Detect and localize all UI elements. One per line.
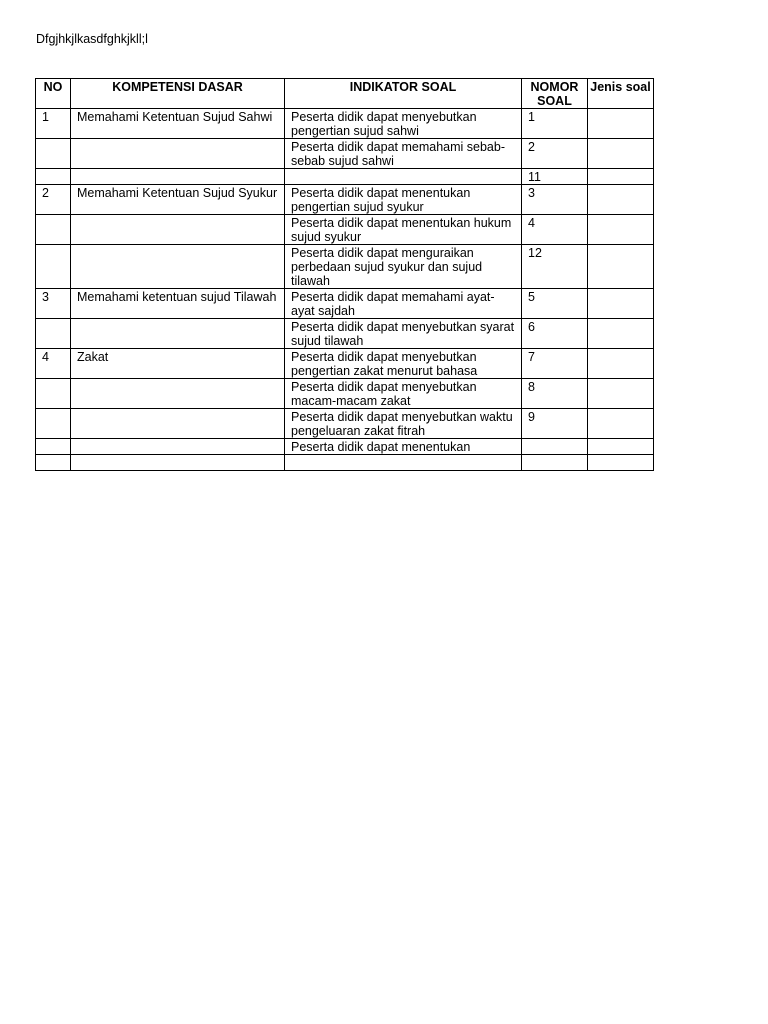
cell-indikator-soal: Peserta didik dapat menyebutkan waktu pengeluaran zakat fitrah [285, 409, 522, 439]
cell-kompetensi-dasar: Zakat [71, 349, 285, 379]
cell-indikator-soal: Peserta didik dapat memahami sebab-sebab sujud sahwi [285, 139, 522, 169]
cell-nomor-soal: 4 [522, 215, 588, 245]
table-row [36, 215, 654, 245]
cell-kompetensi-dasar [71, 139, 285, 169]
cell-nomor-soal: 3 [522, 185, 588, 215]
cell-indikator-soal: Peserta didik dapat menguraikan perbedaan sujud syukur dan sujud tilawah [285, 245, 522, 289]
table-row [36, 169, 654, 185]
table-row [36, 349, 654, 379]
cell-indikator-soal: Peserta didik dapat menyebutkan pengertian sujud sahwi [285, 109, 522, 139]
cell-no [36, 379, 71, 409]
table-row [36, 379, 654, 409]
table-row [36, 455, 654, 471]
header-no: NO [36, 79, 71, 109]
cell-kompetensi-dasar [71, 245, 285, 289]
cell-kompetensi-dasar [71, 169, 285, 185]
cell-indikator-soal: Peserta didik dapat menentukan pengertian sujud syukur [285, 185, 522, 215]
cell-indikator-soal: Peserta didik dapat menentukan hukum sujud syukur [285, 215, 522, 245]
header-indikator-soal: INDIKATOR SOAL [285, 79, 522, 109]
table-row [36, 139, 654, 169]
cell-kompetensi-dasar: Memahami Ketentuan Sujud Syukur [71, 185, 285, 215]
document-heading: Dfgjhkjlkasdfghkjkll;l [36, 32, 148, 46]
table-row [36, 409, 654, 439]
cell-indikator-soal: Peserta didik dapat menyebutkan pengertian zakat menurut bahasa [285, 349, 522, 379]
cell-nomor-soal [522, 455, 588, 471]
cell-no [36, 215, 71, 245]
cell-jenis-soal [588, 379, 654, 409]
table-row [36, 185, 654, 215]
cell-kompetensi-dasar [71, 379, 285, 409]
cell-no [36, 169, 71, 185]
cell-kompetensi-dasar [71, 439, 285, 455]
cell-no: 2 [36, 185, 71, 215]
cell-indikator-soal [285, 169, 522, 185]
cell-jenis-soal [588, 109, 654, 139]
cell-no [36, 439, 71, 455]
cell-kompetensi-dasar: Memahami Ketentuan Sujud Sahwi [71, 109, 285, 139]
header-jenis-soal: Jenis soal [588, 79, 654, 109]
cell-nomor-soal: 9 [522, 409, 588, 439]
cell-jenis-soal [588, 409, 654, 439]
cell-no [36, 409, 71, 439]
header-nomor-soal: NOMOR SOAL [522, 79, 588, 109]
cell-indikator-soal: Peserta didik dapat menyebutkan macam-macam zakat [285, 379, 522, 409]
cell-nomor-soal: 1 [522, 109, 588, 139]
cell-indikator-soal: Peserta didik dapat memahami ayat-ayat sajdah [285, 289, 522, 319]
table-row [36, 289, 654, 319]
cell-no [36, 245, 71, 289]
cell-jenis-soal [588, 245, 654, 289]
cell-no [36, 455, 71, 471]
cell-indikator-soal: Peserta didik dapat menyebutkan syarat sujud tilawah [285, 319, 522, 349]
cell-no: 3 [36, 289, 71, 319]
cell-jenis-soal [588, 215, 654, 245]
cell-no [36, 139, 71, 169]
cell-nomor-soal: 2 [522, 139, 588, 169]
table-row [36, 245, 654, 289]
cell-jenis-soal [588, 349, 654, 379]
cell-nomor-soal: 8 [522, 379, 588, 409]
cell-kompetensi-dasar [71, 215, 285, 245]
cell-kompetensi-dasar: Memahami ketentuan sujud Tilawah [71, 289, 285, 319]
cell-nomor-soal: 12 [522, 245, 588, 289]
cell-nomor-soal [522, 439, 588, 455]
cell-nomor-soal: 11 [522, 169, 588, 185]
cell-no: 4 [36, 349, 71, 379]
cell-jenis-soal [588, 455, 654, 471]
table-row [36, 109, 654, 139]
cell-kompetensi-dasar [71, 455, 285, 471]
cell-jenis-soal [588, 319, 654, 349]
cell-indikator-soal: Peserta didik dapat menentukan [285, 439, 522, 455]
cell-jenis-soal [588, 439, 654, 455]
cell-nomor-soal: 6 [522, 319, 588, 349]
cell-nomor-soal: 7 [522, 349, 588, 379]
cell-jenis-soal [588, 185, 654, 215]
table-row [36, 319, 654, 349]
cell-kompetensi-dasar [71, 409, 285, 439]
cell-jenis-soal [588, 289, 654, 319]
kisi-kisi-table [35, 78, 654, 471]
cell-nomor-soal: 5 [522, 289, 588, 319]
table-row [36, 439, 654, 455]
table-header-row [36, 79, 654, 109]
cell-no: 1 [36, 109, 71, 139]
cell-no [36, 319, 71, 349]
header-kompetensi-dasar: KOMPETENSI DASAR [71, 79, 285, 109]
cell-jenis-soal [588, 169, 654, 185]
cell-indikator-soal [285, 455, 522, 471]
cell-kompetensi-dasar [71, 319, 285, 349]
cell-jenis-soal [588, 139, 654, 169]
